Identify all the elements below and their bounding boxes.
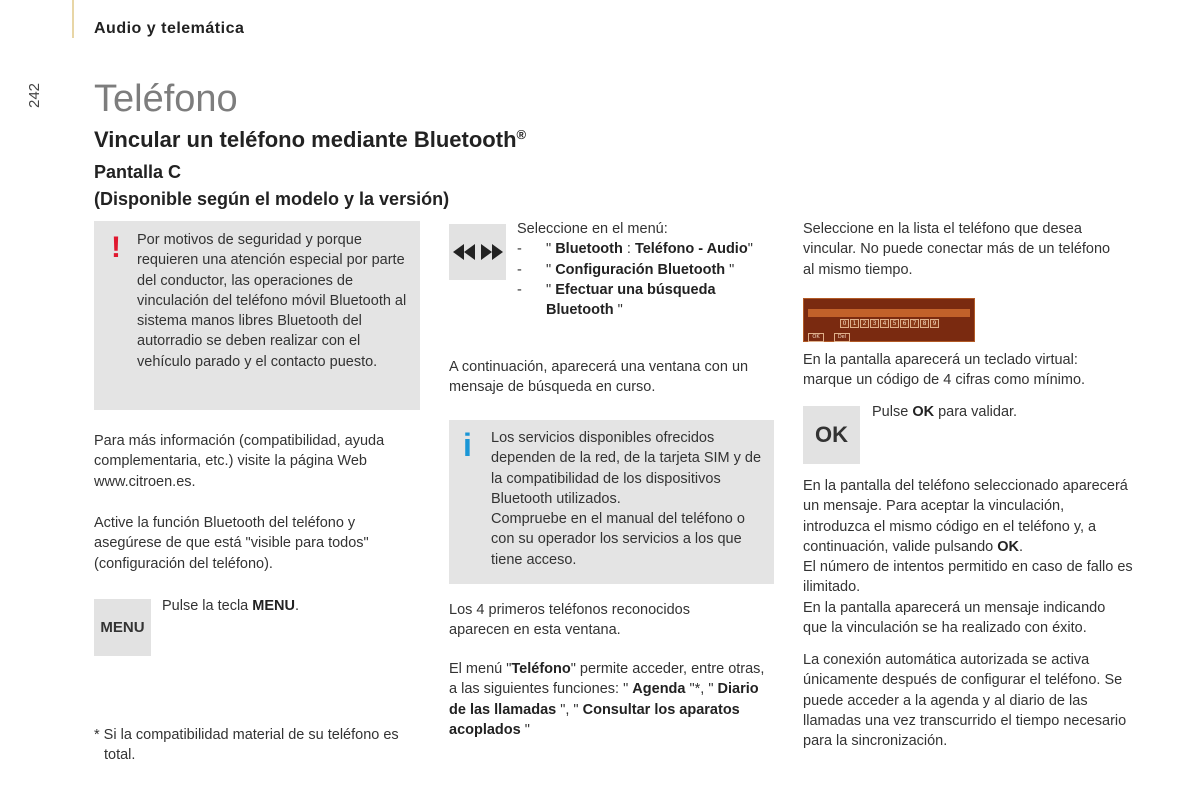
success-text: En la pantalla aparecerá un mensaje indicando que la vinculación se ha realizado con éxito.	[803, 599, 1106, 637]
subtitle-text: Vincular un teléfono mediante Bluetooth	[94, 127, 517, 152]
digit-key: 5	[890, 319, 899, 328]
virtual-keyboard-screen	[803, 298, 975, 342]
menu-selection	[517, 219, 777, 320]
press-menu-suffix: .	[294, 598, 300, 614]
first-phones-paragraph: Los 4 primeros teléfonos reconocidos aparecen en esta ventana.	[449, 602, 690, 639]
press-menu-text	[162, 596, 412, 616]
info-text-check: Compruebe en el manual del teléfono o con su operador los servicios a los que tiene acceso.	[491, 511, 745, 568]
menu-path-list	[517, 239, 777, 320]
screen-ok-key: OK	[808, 333, 824, 342]
page-title: Teléfono	[94, 78, 238, 120]
select-intro: Seleccione en el menú:	[517, 221, 668, 237]
digit-key: 4	[880, 319, 889, 328]
keyboard-paragraph: En la pantalla aparecerá un teclado virtual: marque un código de 4 cifras como mínimo.	[803, 352, 1086, 389]
press-ok-text: Pulse OK para validar.	[872, 404, 1018, 420]
registered-mark: ®	[516, 127, 527, 142]
subtitle	[94, 127, 526, 153]
warning-text: Por motivos de seguridad y porque requieren una atención especial por parte del conductor, las operaciones de vinculación del teléfono móvil Bluetooth al sistema manos libres Bluetooth del autorradio se deben realizar con el vehículo parado y el contacto puesto.	[137, 232, 407, 370]
digit-key: 8	[920, 319, 929, 328]
activate-bluetooth-paragraph: Active la función Bluetooth del teléfono y asegúrese de que está "visible para todos" (configuración del teléfono).	[94, 515, 369, 572]
attempts-text: El número de intentos permitido en caso de fallo es ilimitado.	[803, 559, 1133, 596]
digit-keys	[840, 319, 939, 328]
ok-key: OK	[803, 406, 860, 464]
menu-path-item: - " Efectuar una búsqueda Bluetooth "	[517, 280, 746, 321]
search-paragraph: A continuación, aparecerá una ventana con un mensaje de búsqueda en curso.	[449, 359, 749, 396]
digit-key: 7	[910, 319, 919, 328]
subheading-screen: Pantalla C	[94, 162, 182, 182]
phone-menu-paragraph: El menú "Teléfono" permite acceder, entre otras, a las siguientes funciones: " Agenda "*, " Diario de las llamadas ", " Consultar los aparatos acoplados "	[449, 661, 765, 738]
warning-box	[94, 221, 420, 410]
subheading-availability: (Disponible según el modelo y la versión)	[94, 189, 450, 209]
info-text	[491, 428, 767, 570]
page-number: 242	[26, 82, 43, 108]
digit-key: 0	[840, 319, 849, 328]
press-menu-prefix: Pulse la tecla	[162, 598, 253, 614]
press-menu-key: MENU	[252, 598, 295, 614]
digit-key: 1	[850, 319, 859, 328]
more-info-paragraph: Para más información (compatibilidad, ayuda complementaria, etc.) visite la página Web www.citroen.es.	[94, 433, 385, 490]
digit-key: 6	[900, 319, 909, 328]
menu-path-item: - " Configuración Bluetooth "	[517, 260, 777, 280]
select-phone-paragraph: Seleccione en la lista el teléfono que desea vincular. No puede conectar más de un teléfono al mismo tiempo.	[803, 221, 1111, 278]
phone-message-paragraph	[803, 476, 1133, 638]
info-icon: i	[463, 427, 472, 463]
auto-connection-paragraph: La conexión automática autorizada se activa únicamente después de configurar el teléfono. Se puede acceder a la agenda y al diario de las llamadas una vez transcurrido el tiempo necesario para la sincronización.	[803, 652, 1127, 750]
digit-key: 2	[860, 319, 869, 328]
menu-path-item: - " Bluetooth : Teléfono - Audio"	[517, 239, 777, 259]
seek-buttons	[449, 224, 506, 280]
digit-key: 3	[870, 319, 879, 328]
menu-key: MENU	[94, 599, 151, 656]
header-rule	[72, 0, 74, 38]
phone-message-text: En la pantalla del teléfono seleccionado aparecerá un mensaje. Para aceptar la vinculación, introduzca el mismo código en el teléfono y, a continuación, valide pulsando OK.	[803, 478, 1128, 555]
footnote: * Si la compatibilidad material de su teléfono es total.	[94, 727, 399, 764]
warning-icon: !	[111, 231, 121, 264]
section-title: Audio y telemática	[94, 20, 245, 37]
screen-del-key: Del	[834, 333, 850, 342]
info-text-services: Los servicios disponibles ofrecidos dependen de la red, de la tarjeta SIM y de la compatibilidad de los dispositivos Bluetooth utilizados.	[491, 430, 762, 507]
seek-arrows-icon	[452, 242, 504, 262]
input-bar	[808, 309, 970, 317]
digit-key: 9	[930, 319, 939, 328]
info-box	[449, 420, 774, 584]
